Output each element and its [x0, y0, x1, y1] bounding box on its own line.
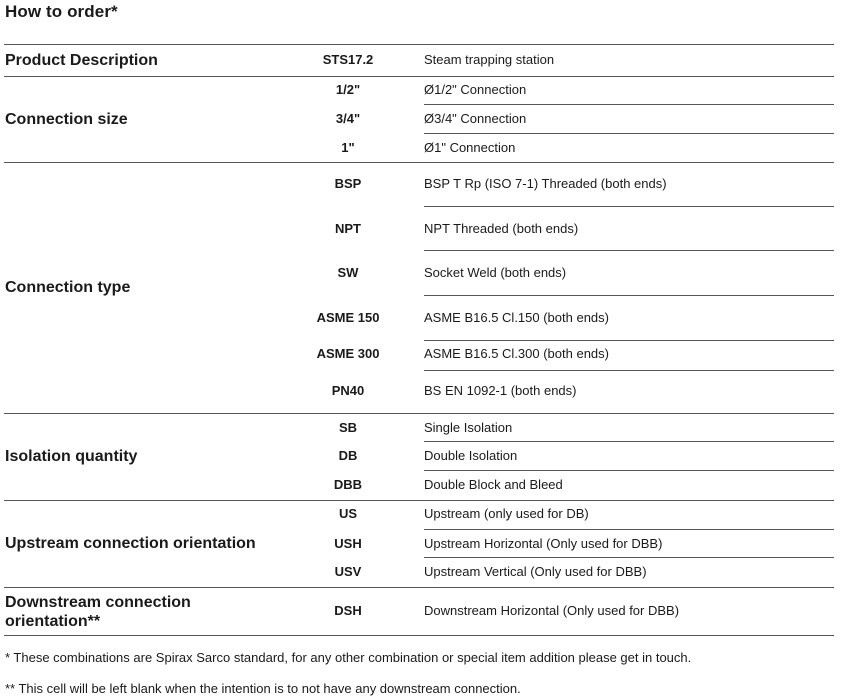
option-code: DSH [334, 603, 362, 618]
page-title: How to order* [5, 2, 118, 21]
option-description: BS EN 1092-1 (both ends) [424, 383, 577, 398]
option-code: USH [334, 536, 362, 551]
row-divider [424, 557, 834, 558]
option-description: Upstream Vertical (Only used for DBB) [424, 564, 647, 579]
option-code: 3/4" [335, 111, 361, 126]
option-code: 1" [341, 140, 355, 155]
option-description: Upstream Horizontal (Only used for DBB) [424, 536, 663, 551]
row-divider [424, 104, 834, 105]
table-bottom-rule [4, 635, 834, 636]
option-code: US [338, 506, 358, 521]
row-divider [424, 529, 834, 530]
row-divider [424, 133, 834, 134]
row-divider [424, 250, 834, 251]
option-code: 1/2" [335, 82, 361, 97]
option-code: DB [338, 448, 358, 463]
footnote-standard-combinations: * These combinations are Spirax Sarco standard, for any other combination or special item addition please get in touch. [5, 650, 692, 665]
option-description: Downstream Horizontal (Only used for DBB) [424, 603, 680, 618]
section-divider [4, 413, 834, 414]
option-code: SB [338, 420, 358, 435]
option-description: Socket Weld (both ends) [424, 265, 567, 280]
option-code: STS17.2 [322, 52, 374, 67]
category-connection-size: Connection size [5, 111, 128, 128]
option-description: NPT Threaded (both ends) [424, 221, 579, 236]
category-downstream-orientation-line2: orientation** [5, 613, 101, 630]
option-code: SW [337, 265, 359, 280]
option-description: Ø3/4" Connection [424, 111, 527, 126]
option-code: ASME 150 [316, 310, 380, 325]
option-description: Double Block and Bleed [424, 477, 563, 492]
option-description: BSP T Rp (ISO 7-1) Threaded (both ends) [424, 176, 667, 191]
option-description: ASME B16.5 Cl.150 (both ends) [424, 310, 609, 325]
option-description: Ø1/2" Connection [424, 82, 527, 97]
option-description: Ø1" Connection [424, 140, 516, 155]
row-divider [424, 370, 834, 371]
option-code: BSP [334, 176, 362, 191]
option-description: Double Isolation [424, 448, 518, 463]
option-code: PN40 [331, 383, 365, 398]
option-description: Upstream (only used for DB) [424, 506, 589, 521]
option-code: ASME 300 [316, 346, 380, 361]
row-divider [424, 441, 834, 442]
option-description: Single Isolation [424, 420, 513, 435]
section-divider [4, 587, 834, 588]
table-top-rule [4, 44, 834, 45]
section-divider [4, 162, 834, 163]
section-divider [4, 500, 834, 501]
option-description: ASME B16.5 Cl.300 (both ends) [424, 346, 609, 361]
option-code: DBB [333, 477, 363, 492]
category-upstream-orientation: Upstream connection orientation [5, 535, 256, 552]
row-divider [424, 206, 834, 207]
category-isolation-quantity: Isolation quantity [5, 448, 138, 465]
row-divider [424, 470, 834, 471]
option-code: NPT [335, 221, 361, 236]
option-description: Steam trapping station [424, 52, 555, 67]
section-divider [4, 76, 834, 77]
category-product-description: Product Description [5, 52, 158, 69]
row-divider [424, 340, 834, 341]
option-code: USV [334, 564, 362, 579]
category-downstream-orientation-line1: Downstream connection [5, 594, 191, 611]
row-divider [424, 295, 834, 296]
footnote-downstream-blank: ** This cell will be left blank when the intention is to not have any downstream connection. [5, 681, 521, 696]
category-connection-type: Connection type [5, 279, 131, 296]
